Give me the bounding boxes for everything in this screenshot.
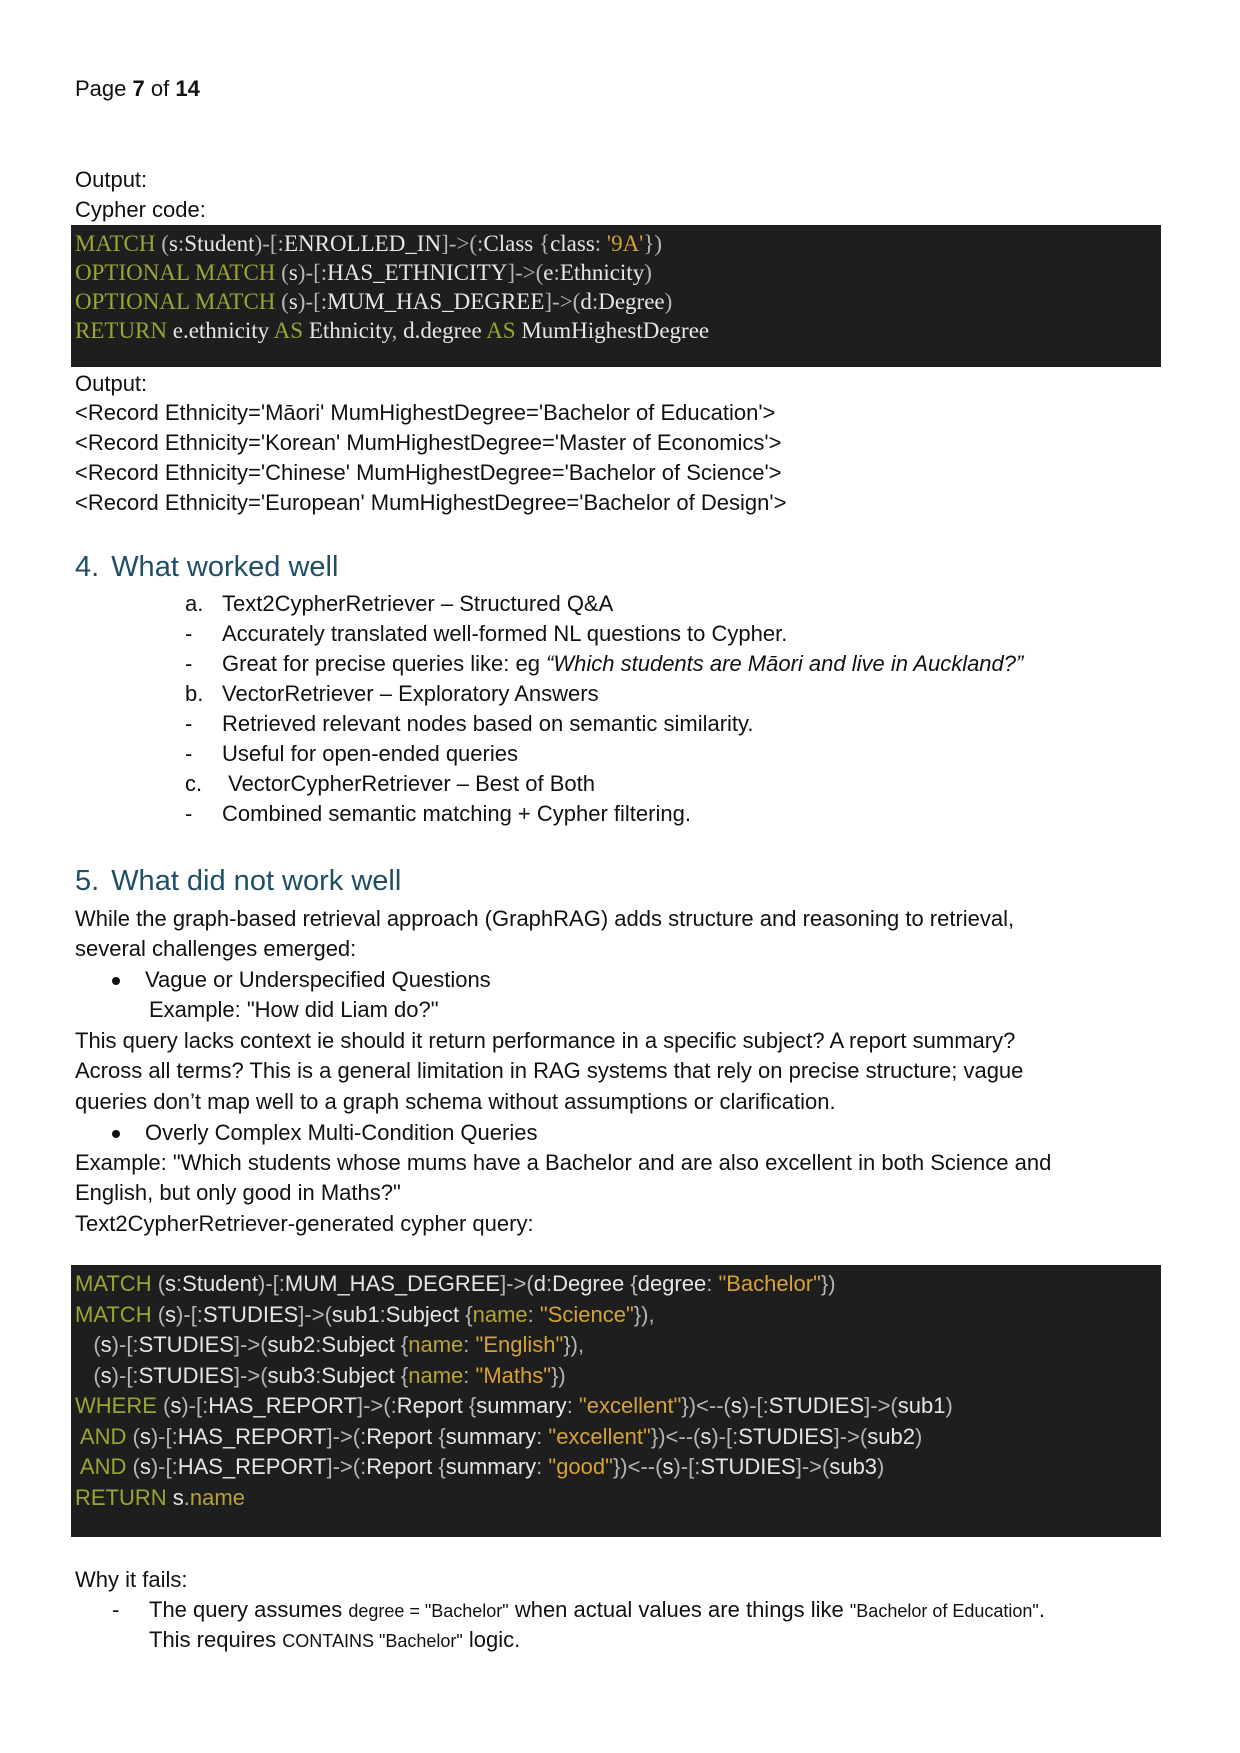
- code-token: })<--(: [681, 1393, 731, 1418]
- code-token: sub3: [829, 1454, 878, 1479]
- paragraph-line: queries don’t map well to a graph schema without assumptions or clarification.: [75, 1089, 836, 1114]
- code-token: AND: [75, 1423, 127, 1449]
- record-line: <Record Ethnicity='Māori' MumHighestDegree='Bachelor of Education'>: [75, 400, 776, 425]
- code-line: [75, 1361, 1157, 1392]
- code-token: ]->(: [795, 1454, 830, 1479]
- code-token: )-[:: [111, 1332, 139, 1357]
- code-token: ): [914, 1423, 923, 1449]
- code-token: (: [151, 1301, 166, 1327]
- code-token: {: [465, 1301, 473, 1327]
- code-token: STUDIES: [700, 1454, 796, 1479]
- code-token: s: [165, 1271, 177, 1296]
- code-token: [75, 1332, 93, 1357]
- code-token: "English": [475, 1332, 564, 1357]
- code-token: )-[:: [176, 1301, 203, 1327]
- code-token: summary: [476, 1393, 567, 1418]
- code-token: :: [177, 231, 185, 256]
- list-marker: -: [185, 621, 193, 646]
- list-text: Text2CypherRetriever – Structured Q&A: [222, 591, 614, 616]
- code-token: Subject: [321, 1332, 401, 1357]
- code-token: "Maths": [475, 1362, 552, 1388]
- bullet-icon: [112, 977, 120, 985]
- cypher-code-block-2: [71, 1265, 1161, 1537]
- code-token: Degree: [598, 289, 665, 314]
- code-token: WHERE: [75, 1393, 157, 1418]
- code-token: MATCH: [75, 231, 156, 256]
- code-token: sub1: [331, 1301, 380, 1327]
- list-item: [185, 589, 1023, 619]
- code-token: )-[:: [673, 1454, 701, 1479]
- list-marker: a.: [185, 591, 204, 616]
- code-token: ): [945, 1393, 953, 1418]
- code-token: Student: [184, 231, 255, 256]
- section-4-heading: 4. What worked well: [75, 551, 339, 583]
- code-token: AS: [273, 318, 304, 343]
- section-4-list: [185, 589, 1023, 829]
- code-token: "Bachelor": [718, 1271, 821, 1296]
- code-token: ]->(:: [356, 1393, 397, 1418]
- code-token: (: [151, 1271, 166, 1296]
- code-token: {: [539, 231, 551, 256]
- list-item: [185, 619, 1023, 649]
- code-token: Degree: [552, 1271, 631, 1296]
- code-token: HAS_REPORT: [177, 1423, 327, 1449]
- example-text: Example: "Which students whose mums have a Bachelor and are also excellent in both Science and: [75, 1150, 1052, 1175]
- why-fails-item-cont: This requires CONTAINS "Bachelor" logic.: [149, 1627, 521, 1652]
- code-token: Report: [366, 1423, 439, 1449]
- code-token: s: [288, 289, 298, 314]
- code-token: d: [533, 1271, 546, 1296]
- code-token: ]->(:: [326, 1423, 367, 1449]
- code-token: ENROLLED_IN: [283, 231, 442, 256]
- list-marker: b.: [185, 681, 204, 706]
- code-token: }): [643, 231, 663, 256]
- list-marker: -: [185, 651, 193, 676]
- code-token: RETURN: [75, 1484, 167, 1510]
- page-number: Page 7 of 14: [75, 76, 200, 101]
- code-token: "Science": [539, 1301, 634, 1327]
- code-token: {: [438, 1423, 446, 1449]
- code-token: Report: [366, 1454, 439, 1479]
- list-text: Useful for open-ended queries: [222, 741, 518, 766]
- record-line: <Record Ethnicity='Chinese' MumHighestDegree='Bachelor of Science'>: [75, 460, 782, 485]
- code-token: Report: [396, 1393, 469, 1418]
- code-token: MUM_HAS_DEGREE: [327, 289, 545, 314]
- code-line: [75, 287, 1157, 316]
- code-token: ,: [391, 318, 398, 343]
- code-token: }): [551, 1362, 566, 1388]
- code-token: {: [438, 1454, 446, 1479]
- example-text: Example: "How did Liam do?": [149, 997, 439, 1022]
- code-token: :: [463, 1362, 476, 1388]
- code-token: MumHighestDegree: [515, 318, 710, 343]
- list-text: Retrieved relevant nodes based on semantic similarity.: [222, 711, 754, 736]
- code-token: ): [877, 1454, 885, 1479]
- code-token: })<--(: [650, 1423, 701, 1449]
- code-token: HAS_REPORT: [208, 1393, 357, 1418]
- code-token: :: [545, 1271, 553, 1296]
- code-token: OPTIONAL MATCH: [75, 289, 276, 314]
- code-token: sub2: [867, 1423, 915, 1449]
- list-text: VectorRetriever – Exploratory Answers: [222, 681, 599, 706]
- code-token: :: [553, 260, 560, 285]
- code-token: HAS_ETHNICITY: [327, 260, 508, 285]
- paragraph-line: Across all terms? This is a general limitation in RAG systems that rely on precise structure; vague: [75, 1058, 1024, 1083]
- code-token: s: [662, 1454, 674, 1479]
- code-line: [75, 1330, 1157, 1361]
- code-token: (: [275, 260, 289, 285]
- code-token: sub3: [267, 1362, 316, 1388]
- code-token: s: [700, 1423, 712, 1449]
- code-token: "good": [548, 1454, 613, 1479]
- record-line: <Record Ethnicity='European' MumHighestDegree='Bachelor of Design'>: [75, 490, 787, 515]
- paragraph-line: This query lacks context ie should it return performance in a specific subject? A report summary?: [75, 1028, 1016, 1053]
- code-token: ): [664, 289, 673, 314]
- code-token: :: [591, 289, 599, 314]
- code-token: HAS_REPORT: [177, 1454, 327, 1479]
- code-token: MUM_HAS_DEGREE: [284, 1271, 501, 1296]
- list-marker: -: [185, 801, 193, 826]
- code-token: MATCH: [75, 1271, 152, 1296]
- code-token: :: [379, 1301, 386, 1327]
- code-token: :: [566, 1393, 579, 1418]
- code-token: ]->(: [298, 1301, 332, 1327]
- code-token: }),: [563, 1332, 585, 1357]
- code-token: MATCH: [75, 1301, 152, 1327]
- code-token: s: [100, 1332, 112, 1357]
- code-token: d.degree: [397, 318, 487, 343]
- code-token: }),: [633, 1301, 655, 1327]
- code-token: (: [126, 1454, 140, 1479]
- code-token: [75, 1363, 93, 1388]
- code-token: (: [275, 289, 289, 314]
- code-token: e: [543, 260, 554, 285]
- code-token: )-[:: [741, 1393, 769, 1418]
- code-line: [75, 258, 1157, 287]
- query-label: Text2CypherRetriever-generated cypher query:: [75, 1211, 534, 1236]
- code-token: :: [536, 1454, 549, 1479]
- code-token: s: [730, 1393, 742, 1418]
- code-token: {: [400, 1362, 409, 1388]
- code-token: ]->(:: [326, 1454, 367, 1479]
- code-token: ]->(: [500, 1271, 534, 1296]
- code-line: [75, 1391, 1157, 1422]
- cypher-code-block-1: [71, 225, 1161, 367]
- code-line: [75, 1452, 1157, 1483]
- code-token: Student: [182, 1271, 259, 1296]
- code-token: ]->(: [233, 1332, 268, 1357]
- code-token: ): [644, 260, 652, 285]
- list-text: VectorCypherRetriever – Best of Both: [222, 771, 595, 796]
- code-token: name: [408, 1362, 464, 1388]
- list-text: Great for precise queries like: eg: [222, 651, 547, 676]
- bullet-item: Vague or Underspecified Questions: [112, 965, 491, 995]
- code-token: sub2: [267, 1332, 316, 1357]
- list-text: Combined semantic matching + Cypher filtering.: [222, 801, 691, 826]
- code-token: "excellent": [578, 1393, 682, 1418]
- code-token: OPTIONAL MATCH: [75, 260, 276, 285]
- section-5-intro: several challenges emerged:: [75, 936, 357, 961]
- list-text: Accurately translated well-formed NL questions to Cypher.: [222, 621, 788, 646]
- code-token: )-[:: [258, 1271, 285, 1296]
- list-item: [185, 679, 1023, 709]
- output-label-2: Output:: [75, 371, 148, 396]
- code-token: )-[:: [711, 1423, 739, 1449]
- code-token: s: [139, 1454, 151, 1479]
- code-token: :: [527, 1301, 540, 1327]
- record-line: <Record Ethnicity='Korean' MumHighestDegree='Master of Economics'>: [75, 430, 782, 455]
- code-token: s: [165, 1301, 177, 1327]
- code-token: name: [472, 1301, 528, 1327]
- bullet-icon: [112, 1130, 120, 1138]
- output-label: Output:: [75, 167, 148, 192]
- code-token: )-[:: [254, 231, 284, 256]
- code-token: {: [468, 1393, 477, 1418]
- code-token: Ethnicity: [559, 260, 645, 285]
- section-5-intro: While the graph-based retrieval approach (GraphRAG) adds structure and reasoning to retrieval,: [75, 906, 1015, 931]
- code-token: )-[:: [150, 1423, 178, 1449]
- code-token: (: [93, 1332, 101, 1357]
- list-marker: c.: [185, 771, 203, 796]
- code-token: )-[:: [297, 289, 328, 314]
- code-token: (: [156, 1393, 171, 1418]
- code-token: STUDIES: [138, 1332, 234, 1357]
- code-token: Ethnicity: [303, 318, 392, 343]
- code-line: [75, 1422, 1157, 1453]
- code-token: class: [550, 231, 595, 256]
- code-token: AS: [486, 318, 516, 343]
- code-token: :: [463, 1332, 476, 1357]
- code-token: e.ethnicity: [167, 318, 274, 343]
- code-token: s: [168, 231, 178, 256]
- list-item: [185, 649, 1023, 679]
- code-token: d: [580, 289, 592, 314]
- example-text: English, but only good in Maths?": [75, 1180, 401, 1205]
- code-token: sub1: [897, 1393, 946, 1418]
- code-token: :: [315, 1332, 322, 1357]
- output-records: [75, 398, 786, 518]
- code-token: name: [189, 1484, 245, 1510]
- code-token: :: [176, 1271, 183, 1296]
- code-token: })<--(: [612, 1454, 663, 1479]
- code-token: STUDIES: [138, 1362, 234, 1388]
- code-token: (: [93, 1362, 101, 1388]
- code-token: {: [400, 1332, 409, 1357]
- code-token: ]->(: [233, 1362, 268, 1388]
- code-line: [75, 1483, 1157, 1514]
- code-token: s: [139, 1423, 151, 1449]
- code-line: [75, 316, 1157, 345]
- code-line: [75, 1269, 1157, 1300]
- section-5-heading: 5. What did not work well: [75, 865, 402, 897]
- code-token: s: [100, 1362, 112, 1388]
- code-token: AND: [75, 1454, 127, 1479]
- code-token: :: [536, 1423, 549, 1449]
- code-token: :: [315, 1362, 322, 1388]
- code-token: s: [170, 1393, 182, 1418]
- code-token: summary: [445, 1423, 537, 1449]
- code-token: :: [706, 1271, 719, 1296]
- code-token: STUDIES: [738, 1423, 834, 1449]
- why-fails-item: - The query assumes degree = "Bachelor" when actual values are things like "Bachelor of Education".: [112, 1597, 1045, 1622]
- code-token: )-[:: [111, 1362, 139, 1388]
- code-token: ]->(: [544, 289, 581, 314]
- code-token: '9A': [606, 231, 644, 256]
- code-token: RETURN: [75, 318, 167, 343]
- code-token: degree: [637, 1271, 707, 1296]
- code-token: s: [288, 260, 298, 285]
- code-token: {: [630, 1271, 638, 1296]
- list-marker: -: [185, 741, 193, 766]
- code-token: STUDIES: [768, 1393, 865, 1418]
- code-token: ]->(: [507, 260, 544, 285]
- code-token: "excellent": [548, 1423, 651, 1449]
- bullet-item: Overly Complex Multi-Condition Queries: [112, 1118, 537, 1148]
- list-item: [185, 709, 1023, 739]
- list-marker: -: [185, 711, 193, 736]
- code-token: )-[:: [150, 1454, 178, 1479]
- code-token: ]->(: [833, 1423, 868, 1449]
- code-token: (: [126, 1423, 140, 1449]
- code-token: name: [408, 1332, 464, 1357]
- code-token: STUDIES: [202, 1301, 299, 1327]
- code-token: Subject: [385, 1301, 466, 1327]
- code-token: :: [594, 231, 607, 256]
- code-line: [75, 1300, 1157, 1331]
- code-token: ]->(:: [441, 231, 484, 256]
- list-item: [185, 769, 1023, 799]
- list-item: [185, 799, 1023, 829]
- list-item: [185, 739, 1023, 769]
- list-text-italic: “Which students are Māori and live in Auckland?”: [546, 651, 1024, 676]
- cypher-code-label: Cypher code:: [75, 197, 206, 222]
- code-token: (: [155, 231, 169, 256]
- code-token: )-[:: [297, 260, 328, 285]
- why-fails-label: Why it fails:: [75, 1567, 188, 1592]
- code-line: [75, 229, 1157, 258]
- code-token: Subject: [321, 1362, 401, 1388]
- code-token: )-[:: [181, 1393, 209, 1418]
- code-token: Class: [483, 231, 540, 256]
- code-token: s: [166, 1484, 184, 1510]
- code-token: summary: [445, 1454, 537, 1479]
- code-token: ]->(: [864, 1393, 898, 1418]
- code-token: }): [820, 1271, 836, 1296]
- code-token: .: [183, 1484, 190, 1510]
